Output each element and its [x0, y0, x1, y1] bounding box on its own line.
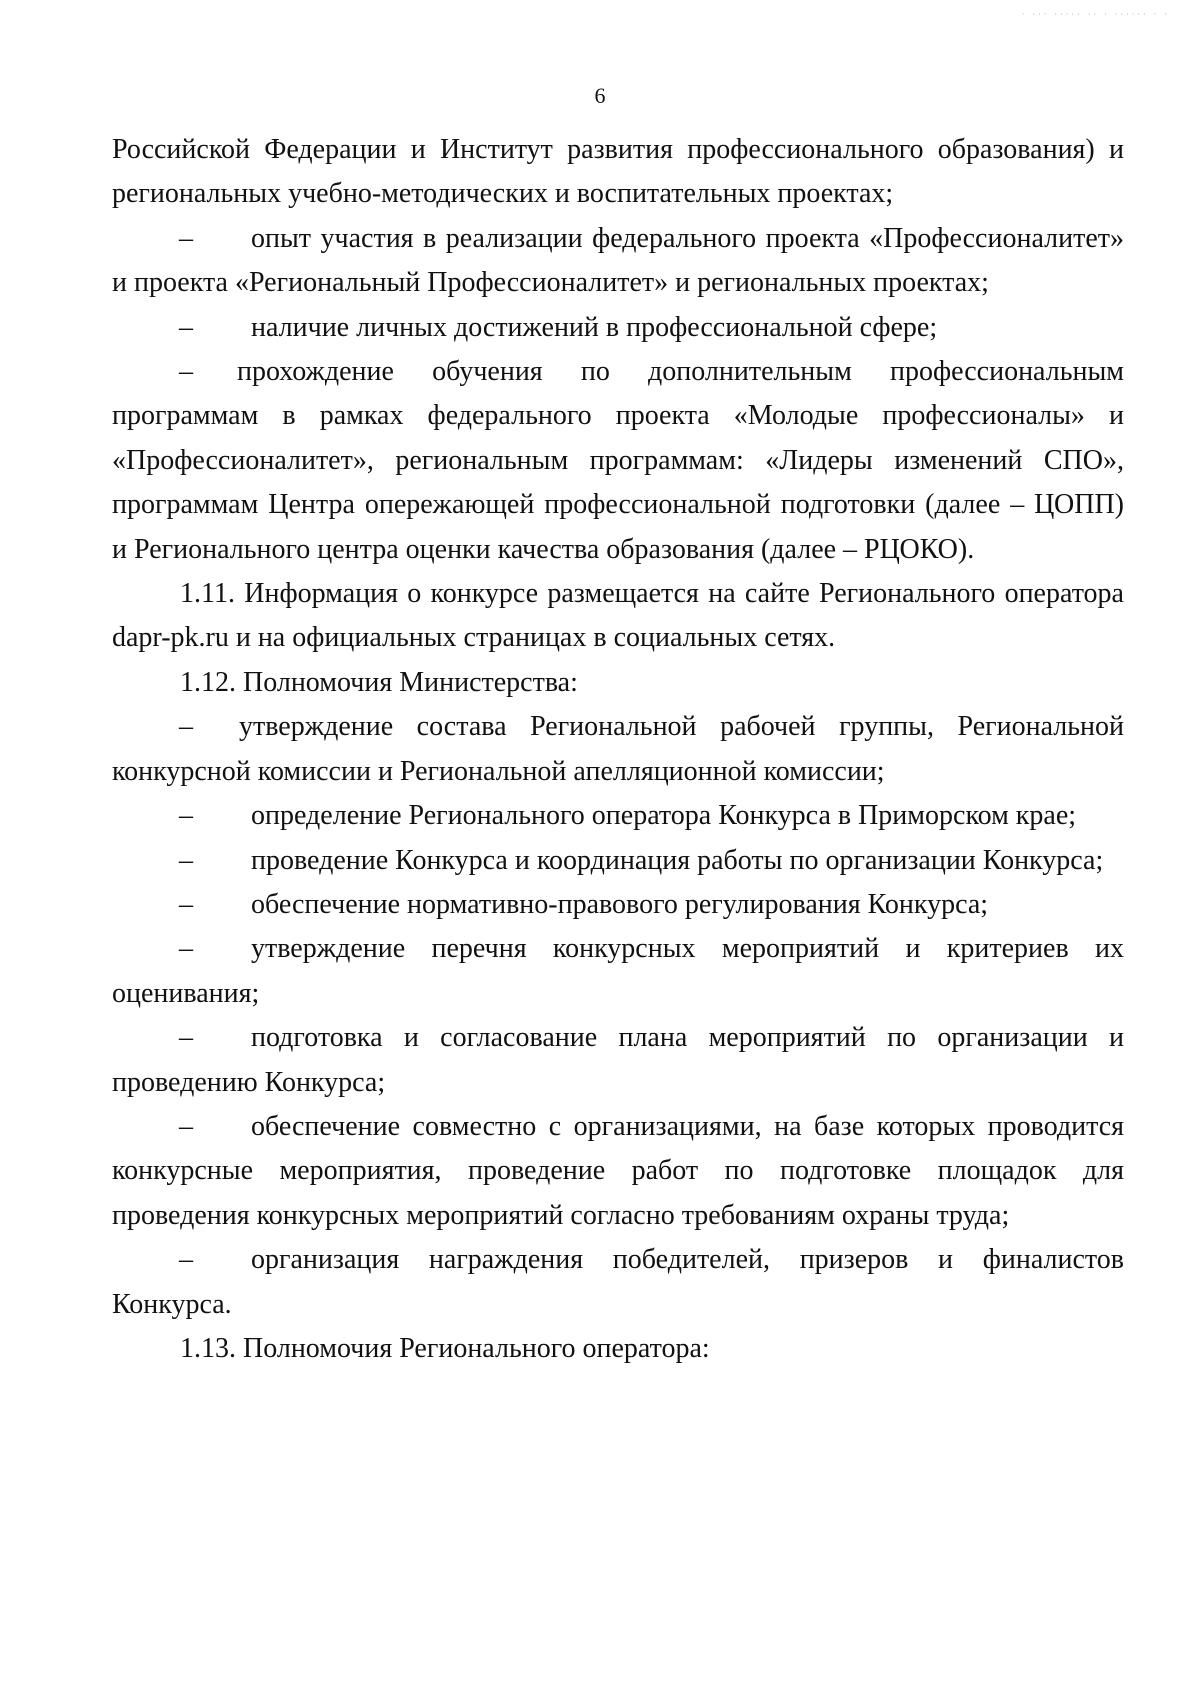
dash-marker: – — [179, 888, 193, 920]
page-number: 6 — [594, 83, 606, 108]
bullet-text: обеспечение нормативно-правового регулирования Конкурса; — [251, 888, 989, 920]
bullet-text: утверждение перечня конкурсных мероприятий и критериев их оценивания; — [112, 933, 1124, 1009]
bullet-item — [112, 794, 1124, 838]
numbered-heading — [112, 661, 1124, 705]
paragraph-text: Российской Федерации и Институт развития профессионального образования) и региональных учебно-методических и воспитательных проектах; — [112, 134, 1124, 210]
scan-artifact: · ··· ····· ·· · ······ · · — [1021, 10, 1170, 19]
dash-marker: – — [179, 711, 193, 743]
bullet-text: прохождение обучения по дополнительным профессиональным программам в рамках федерального проекта «Молодые профессионалы» и «Профессионалитет», региональным программам: «Лидеры изменений СПО», программам Центра опережающей профессиональной подготовки (далее – ЦОПП) и Регионального центра оценки качества образования (далее – РЦОКО). — [112, 356, 1124, 565]
bullet-text: утверждение состава Региональной рабочей группы, Региональной конкурсной комиссии и Региональной апелляционной комиссии; — [112, 711, 1124, 787]
bullet-item — [112, 883, 1124, 927]
dash-marker: – — [179, 311, 193, 343]
bullet-item — [112, 1016, 1124, 1105]
dash-marker: – — [179, 1244, 193, 1276]
paragraph-text: 1.12. Полномочия Министерства: — [180, 666, 578, 698]
dash-marker: – — [179, 844, 193, 876]
dash-marker: – — [179, 1110, 193, 1142]
dash-marker: – — [179, 800, 193, 832]
dash-marker: – — [179, 1022, 193, 1054]
bullet-item — [112, 1105, 1124, 1238]
bullet-item — [112, 705, 1124, 794]
bullet-text: проведение Конкурса и координация работы по организации Конкурса; — [251, 844, 1104, 876]
bullet-item — [112, 306, 1124, 350]
numbered-heading — [112, 1327, 1124, 1371]
paragraph-continuation — [112, 128, 1124, 217]
numbered-paragraph — [112, 572, 1124, 661]
bullet-item — [112, 839, 1124, 883]
bullet-item — [112, 927, 1124, 1016]
bullet-text: определение Регионального оператора Конкурса в Приморском крае; — [251, 800, 1077, 832]
bullet-text: обеспечение совместно с организациями, на базе которых проводится конкурсные мероприятия, проведение работ по подготовке площадок для проведения конкурсных мероприятий согласно требованиям охраны труда; — [112, 1110, 1124, 1231]
bullet-text: подготовка и согласование плана мероприятий по организации и проведению Конкурса; — [112, 1022, 1124, 1098]
bullet-item — [112, 350, 1124, 572]
dash-marker: – — [179, 933, 193, 965]
bullet-item — [112, 217, 1124, 306]
bullet-item — [112, 1238, 1124, 1327]
bullet-text: опыт участия в реализации федерального проекта «Профессионалитет» и проекта «Региональный Профессионалитет» и региональных проектах; — [112, 222, 1124, 299]
paragraph-text: 1.11. Информация о конкурсе размещается на сайте Регионального оператора dapr-pk.ru и на официальных страницах в социальных сетях. — [112, 578, 1124, 654]
dash-marker: – — [179, 222, 193, 254]
bullet-text: организация награждения победителей, призеров и финалистов Конкурса. — [112, 1244, 1124, 1320]
bullet-text: наличие личных достижений в профессиональной сфере; — [251, 311, 938, 343]
dash-marker: – — [179, 356, 193, 388]
document-body — [112, 128, 1124, 1371]
paragraph-text: 1.13. Полномочия Регионального оператора: — [180, 1332, 710, 1364]
